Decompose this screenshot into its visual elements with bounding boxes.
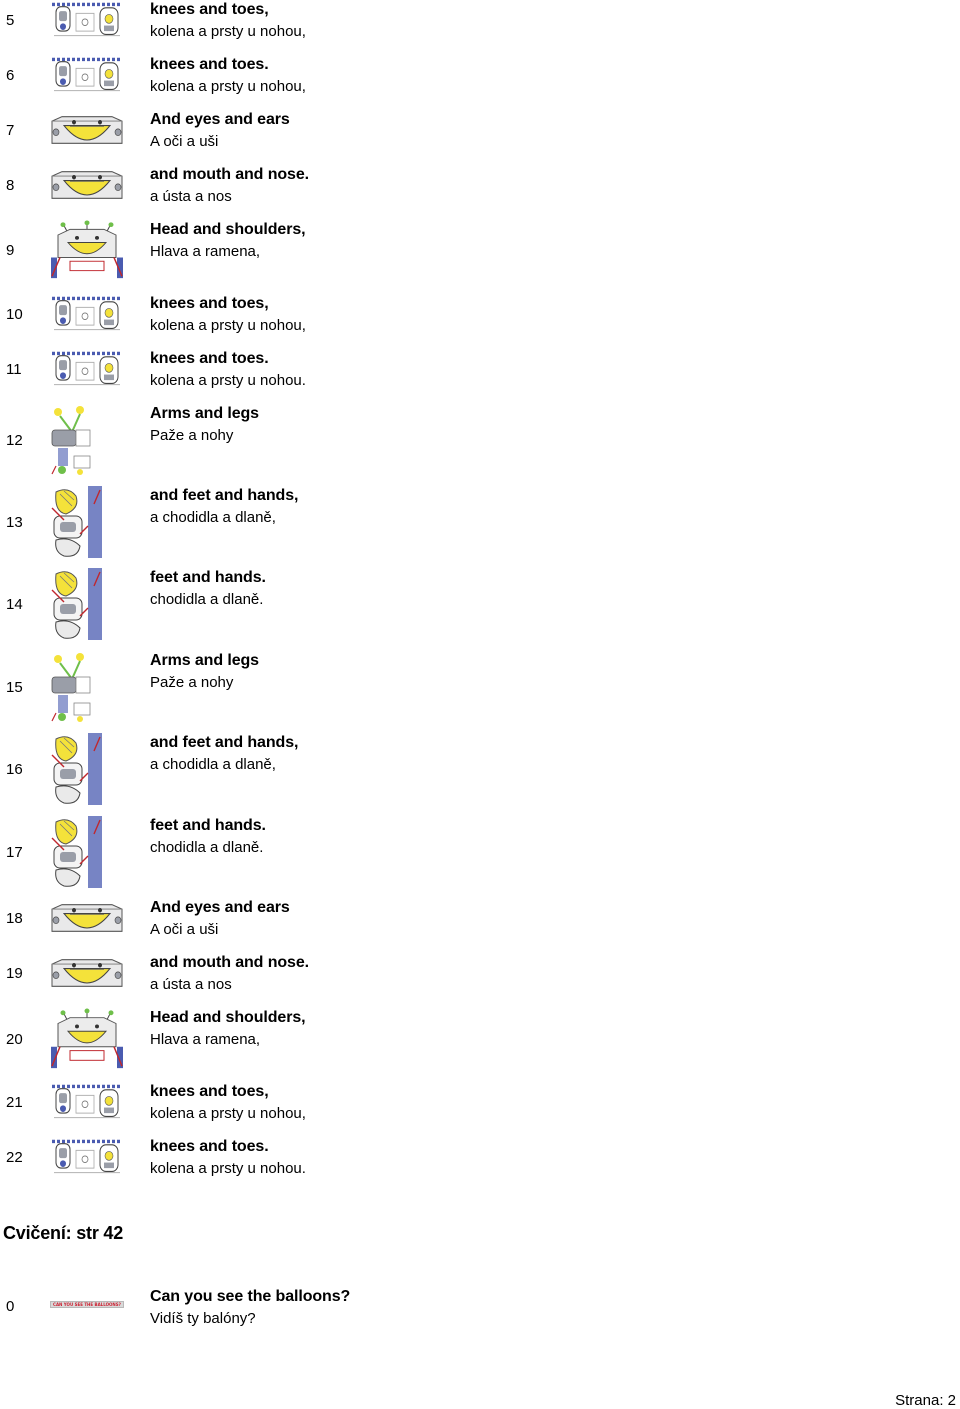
czech-line: kolena a prsty u nohou, bbox=[150, 78, 306, 95]
robot-face-picture bbox=[50, 898, 124, 938]
row-number: 6 bbox=[6, 67, 15, 84]
knees-toes-picture bbox=[50, 349, 124, 389]
knees-toes-picture bbox=[50, 294, 124, 334]
knees-toes-picture bbox=[50, 0, 124, 40]
row-number: 0 bbox=[6, 1298, 15, 1315]
robot-hands-picture bbox=[50, 816, 124, 888]
row-number: 7 bbox=[6, 122, 15, 139]
czech-line: chodidla a dlaně. bbox=[150, 591, 264, 608]
czech-line: a chodidla a dlaně, bbox=[150, 509, 276, 526]
czech-line: a ústa a nos bbox=[150, 976, 232, 993]
robot-arms-picture bbox=[50, 404, 124, 476]
row-number: 18 bbox=[6, 910, 23, 927]
exercise-row bbox=[0, 1287, 960, 1327]
lyric-row bbox=[0, 1082, 960, 1122]
row-number: 17 bbox=[6, 844, 23, 861]
lyric-row bbox=[0, 816, 960, 888]
english-line: Arms and legs bbox=[150, 652, 259, 669]
row-number: 16 bbox=[6, 761, 23, 778]
robot-head-picture bbox=[50, 220, 124, 280]
robot-head-picture bbox=[50, 1008, 124, 1070]
english-line: Head and shoulders, bbox=[150, 221, 306, 238]
row-number: 12 bbox=[6, 432, 23, 449]
lyric-row bbox=[0, 349, 960, 389]
lyric-row bbox=[0, 0, 960, 40]
lyric-row bbox=[0, 1008, 960, 1070]
balloons-banner-picture: CAN YOU SEE THE BALLOONS? bbox=[50, 1301, 124, 1308]
english-line: knees and toes. bbox=[150, 350, 269, 367]
knees-toes-picture bbox=[50, 1137, 124, 1177]
lyric-row bbox=[0, 568, 960, 640]
lyric-row bbox=[0, 110, 960, 150]
lyric-row bbox=[0, 165, 960, 205]
row-number: 20 bbox=[6, 1031, 23, 1048]
lyric-row bbox=[0, 294, 960, 334]
czech-line: chodidla a dlaně. bbox=[150, 839, 264, 856]
robot-arms-picture bbox=[50, 651, 124, 723]
knees-toes-picture bbox=[50, 55, 124, 95]
czech-line: Hlava a ramena, bbox=[150, 243, 261, 260]
czech-line: Paže a nohy bbox=[150, 427, 234, 444]
english-line: and mouth and nose. bbox=[150, 954, 309, 971]
lyric-row bbox=[0, 1137, 960, 1177]
robot-face-picture bbox=[50, 953, 124, 993]
robot-hands-picture bbox=[50, 733, 124, 805]
row-number: 19 bbox=[6, 965, 23, 982]
czech-line: kolena a prsty u nohou, bbox=[150, 1105, 306, 1122]
english-line: Head and shoulders, bbox=[150, 1009, 306, 1026]
lyric-row bbox=[0, 953, 960, 993]
czech-line: A oči a uši bbox=[150, 133, 219, 150]
czech-line: kolena a prsty u nohou. bbox=[150, 372, 306, 389]
czech-line: kolena a prsty u nohou, bbox=[150, 317, 306, 334]
lyric-row bbox=[0, 733, 960, 805]
robot-hands-picture bbox=[50, 486, 124, 558]
czech-line: Hlava a ramena, bbox=[150, 1031, 261, 1048]
row-number: 5 bbox=[6, 12, 15, 29]
english-line: knees and toes, bbox=[150, 295, 269, 312]
czech-line: kolena a prsty u nohou, bbox=[150, 23, 306, 40]
row-number: 10 bbox=[6, 306, 23, 323]
lyric-row bbox=[0, 55, 960, 95]
czech-line: A oči a uši bbox=[150, 921, 219, 938]
english-line: knees and toes, bbox=[150, 1083, 269, 1100]
knees-toes-picture bbox=[50, 1082, 124, 1122]
english-line: knees and toes. bbox=[150, 56, 269, 73]
row-number: 9 bbox=[6, 242, 15, 259]
robot-face-picture bbox=[50, 110, 124, 150]
lyric-row bbox=[0, 220, 960, 280]
lyric-row bbox=[0, 486, 960, 558]
czech-line: Vidíš ty balóny? bbox=[150, 1310, 256, 1327]
english-line: And eyes and ears bbox=[150, 111, 290, 128]
english-line: And eyes and ears bbox=[150, 899, 290, 916]
english-line: feet and hands. bbox=[150, 817, 266, 834]
english-line: and feet and hands, bbox=[150, 734, 299, 751]
row-number: 21 bbox=[6, 1094, 23, 1111]
english-line: and mouth and nose. bbox=[150, 166, 309, 183]
row-number: 8 bbox=[6, 177, 15, 194]
czech-line: a chodidla a dlaně, bbox=[150, 756, 276, 773]
section-title: Cvičení: str 42 bbox=[3, 1223, 124, 1243]
czech-line: a ústa a nos bbox=[150, 188, 232, 205]
english-line: knees and toes, bbox=[150, 1, 269, 18]
czech-line: Paže a nohy bbox=[150, 674, 234, 691]
row-number: 15 bbox=[6, 679, 23, 696]
page-number: Strana: 2 bbox=[895, 1392, 956, 1409]
lyric-row bbox=[0, 651, 960, 723]
row-number: 14 bbox=[6, 596, 23, 613]
english-line: Can you see the balloons? bbox=[150, 1288, 351, 1305]
lyric-row bbox=[0, 898, 960, 938]
english-line: feet and hands. bbox=[150, 569, 266, 586]
row-number: 13 bbox=[6, 514, 23, 531]
czech-line: kolena a prsty u nohou. bbox=[150, 1160, 306, 1177]
row-number: 22 bbox=[6, 1149, 23, 1166]
row-number: 11 bbox=[6, 361, 22, 378]
robot-hands-picture bbox=[50, 568, 124, 640]
english-line: knees and toes. bbox=[150, 1138, 269, 1155]
robot-face-picture bbox=[50, 165, 124, 205]
lyric-row bbox=[0, 404, 960, 476]
english-line: and feet and hands, bbox=[150, 487, 299, 504]
english-line: Arms and legs bbox=[150, 405, 259, 422]
